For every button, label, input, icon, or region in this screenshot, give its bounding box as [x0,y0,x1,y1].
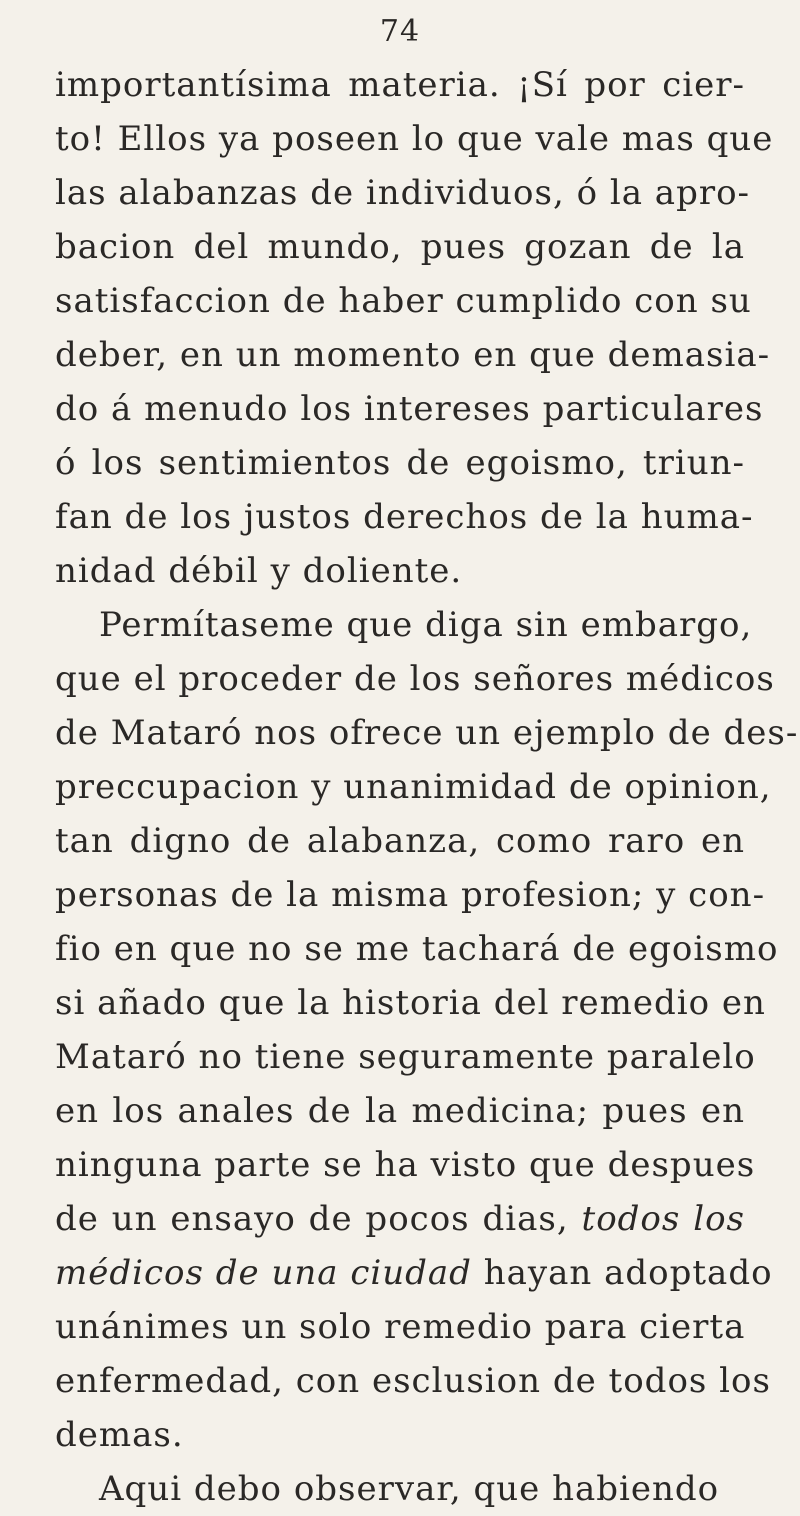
text-line: si añado que la historia del remedio en [55,983,766,1023]
text-line: personas de la misma profesion; y con- [55,875,766,915]
text-line [55,1192,745,1246]
text-line: to! Ellos ya poseen lo que vale mas que [55,119,774,159]
text-line [55,1246,773,1300]
text-line: Mataró no tiene seguramente paralelo [55,1037,756,1077]
text-line: de Mataró nos ofrece un ejemplo de des- [55,713,799,753]
text-line: importantísima materia. ¡Sí por cier- [55,65,745,105]
italic-text: todos los [581,1199,746,1239]
text-line: do á menudo los intereses particulares [55,389,764,429]
text-line: nidad débil y doliente. [55,551,463,591]
text-line: tan digno de alabanza, como raro en [55,821,745,861]
text-line: satisfaccion de haber cumplido con su [55,281,752,321]
text-line: deber, en un momento en que demasia- [55,335,771,375]
text-line: en los anales de la medicina; pues en [55,1091,745,1131]
text-segment: de un ensayo de pocos dias, [55,1199,582,1239]
text-line: fio en que no se me tachará de egoismo [55,929,779,969]
text-line: bacion del mundo, pues gozan de la [55,227,745,267]
text-line: unánimes un solo remedio para cierta [55,1307,746,1347]
text-line: fan de los justos derechos de la huma- [55,497,754,537]
text-line: enfermedad, con esclusion de todos los [55,1361,771,1401]
text-line: Permítaseme que diga sin embargo, [99,605,753,645]
text-line: preccupacion y unanimidad de opinion, [55,767,772,807]
text-segment: hayan adoptado [471,1253,773,1293]
text-line: Aqui debo observar, que habiendo [99,1469,720,1509]
text-line: ó los sentimientos de egoismo, triun- [55,443,745,483]
text-line: ninguna parte se ha visto que despues [55,1145,756,1185]
text-line: las alabanzas de individuos, ó la apro- [55,173,751,213]
page-number: 74 [379,14,421,49]
body-text [55,58,799,1516]
text-line: demas. [55,1415,184,1455]
italic-text: médicos de una ciudad [55,1253,472,1293]
text-line: que el proceder de los señores médicos [55,659,775,699]
